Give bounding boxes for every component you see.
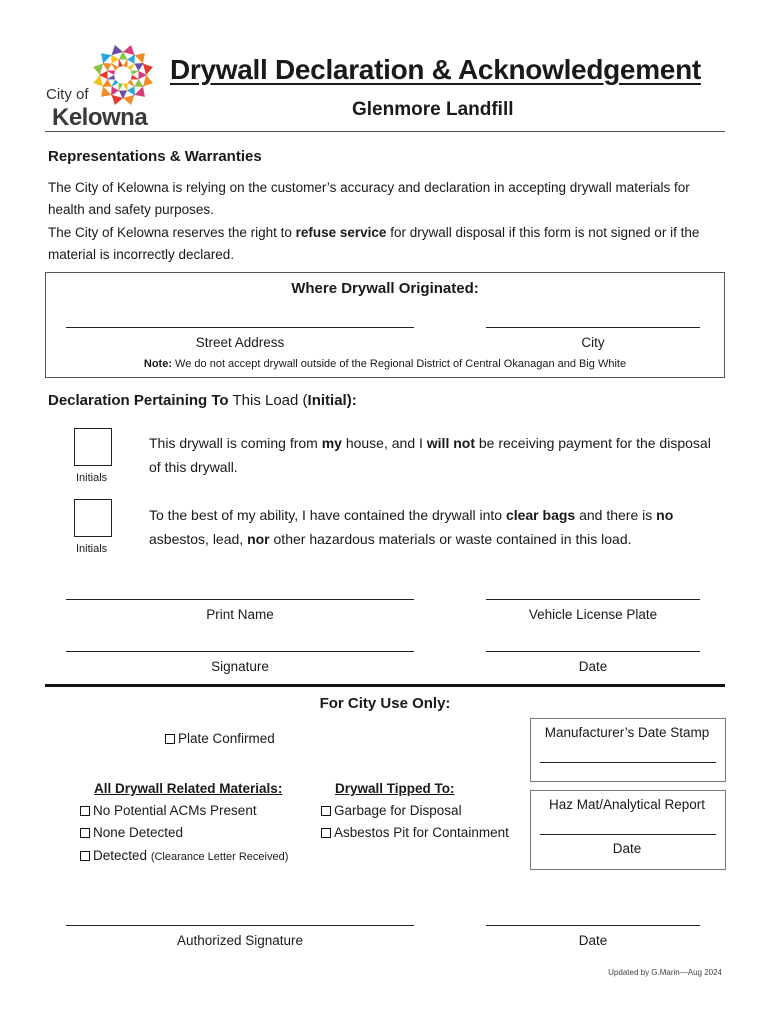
city-use-heading: For City Use Only: (319, 695, 451, 712)
plate-confirmed-option[interactable]: Plate Confirmed (165, 731, 275, 746)
representations-paragraph-2: The City of Kelowna reserves the right to refuse service for drywall disposal if this form is not signed or if the material is incorrectly declared. (48, 225, 700, 262)
city-label: City (581, 335, 605, 350)
declaration-item-1: This drywall is coming from my house, and I will not be receiving payment for the disposal of this drywall. (149, 435, 711, 475)
checkbox-icon[interactable] (321, 806, 331, 816)
logo-petal (127, 54, 135, 63)
checkbox-icon[interactable] (80, 806, 90, 816)
logo-petal (101, 53, 111, 63)
origin-heading: Where Drywall Originated: (291, 280, 479, 297)
plate-confirmed-checkbox[interactable] (165, 734, 175, 744)
logo-petal (119, 83, 124, 92)
logo-petal (107, 71, 116, 76)
logo-petal (143, 64, 153, 76)
tipped-heading: Drywall Tipped To: (335, 781, 455, 796)
logo-petal (143, 75, 153, 87)
signature-label: Signature (211, 659, 269, 674)
logo-petal (111, 86, 119, 95)
logo-petal (102, 79, 111, 87)
street-address-field[interactable] (66, 327, 414, 328)
date-label: Date (578, 659, 608, 674)
logo-petal (111, 63, 119, 71)
logo-petal (134, 79, 143, 87)
date-field[interactable] (486, 651, 700, 652)
tipped-option-garbage[interactable]: Garbage for Disposal (321, 803, 462, 818)
checkbox-icon[interactable] (80, 828, 90, 838)
authorized-date-field[interactable] (486, 925, 700, 926)
city-field[interactable] (486, 327, 700, 328)
manufacturer-stamp-label: Manufacturer’s Date Stamp (544, 725, 710, 740)
initials-box-2[interactable] (74, 499, 112, 537)
material-option-no-acms[interactable]: No Potential ACMs Present (80, 803, 257, 818)
logo-kelowna: Kelowna (52, 104, 148, 131)
authorized-signature-label: Authorized Signature (176, 933, 304, 948)
checkbox-icon[interactable] (321, 828, 331, 838)
logo-petal (123, 45, 135, 55)
logo-city-of: City of (46, 86, 89, 103)
tipped-option-asbestos-pit[interactable]: Asbestos Pit for Containment (321, 825, 509, 840)
logo-petal (134, 63, 143, 71)
hazmat-report-field[interactable] (540, 834, 716, 835)
authorized-signature-field[interactable] (66, 925, 414, 926)
hazmat-date-label: Date (612, 841, 642, 856)
city-use-divider (45, 684, 725, 687)
initials-label-1: Initials (76, 472, 108, 484)
logo-petal (101, 87, 111, 97)
origin-note: Note: We do not accept drywall outside of the Regional District of Central Okanagan and Big White (143, 358, 627, 370)
street-address-label: Street Address (195, 335, 285, 350)
logo-petal (111, 54, 119, 63)
logo-petal (102, 63, 111, 71)
materials-heading: All Drywall Related Materials: (94, 781, 283, 796)
declaration-heading: Declaration Pertaining To This Load (Initial): (48, 392, 357, 409)
logo-petal (111, 80, 119, 88)
logo-petal (127, 86, 135, 95)
declaration-item-2: To the best of my ability, I have contained the drywall into clear bags and there is no asbestos, lead, nor other hazardous materials or waste contained in this load. (149, 507, 674, 547)
representations-paragraph-1: The City of Kelowna is relying on the customer’s accuracy and declaration in accepting drywall materials for health and safety purposes. (48, 180, 690, 217)
logo-petal (93, 64, 103, 76)
logo-petal (131, 75, 140, 80)
print-name-label: Print Name (206, 607, 274, 622)
hazmat-report-label: Haz Mat/Analytical Report (548, 797, 706, 812)
logo-petal (128, 80, 136, 88)
footer-updated: Updated by G.Marin—Aug 2024 (608, 968, 722, 977)
logo-petal (112, 45, 124, 55)
logo-petal (135, 87, 145, 97)
logo-petal (123, 59, 128, 68)
page-subtitle: Glenmore Landfill (352, 99, 514, 120)
representations-heading: Representations & Warranties (48, 148, 262, 165)
logo-petal (107, 75, 116, 80)
vehicle-plate-label: Vehicle License Plate (528, 607, 658, 622)
logo-petal (128, 63, 136, 71)
manufacturer-stamp-field[interactable] (540, 762, 716, 763)
logo-petal (135, 53, 145, 63)
checkbox-icon[interactable] (80, 851, 90, 861)
logo-petal (93, 75, 103, 87)
logo-petal (123, 83, 128, 92)
initials-box-1[interactable] (74, 428, 112, 466)
initials-label-2: Initials (76, 543, 108, 555)
material-option-detected[interactable]: Detected (Clearance Letter Received) (80, 848, 288, 863)
material-option-none-detected[interactable]: None Detected (80, 825, 183, 840)
vehicle-plate-field[interactable] (486, 599, 700, 600)
page-title: Drywall Declaration & Acknowledgement (170, 54, 701, 85)
signature-field[interactable] (66, 651, 414, 652)
header-divider (45, 131, 725, 132)
logo-petal (119, 59, 124, 68)
authorized-date-label: Date (578, 933, 608, 948)
logo-petal (131, 71, 140, 76)
city-of-kelowna-logo-icon (92, 44, 154, 106)
print-name-field[interactable] (66, 599, 414, 600)
